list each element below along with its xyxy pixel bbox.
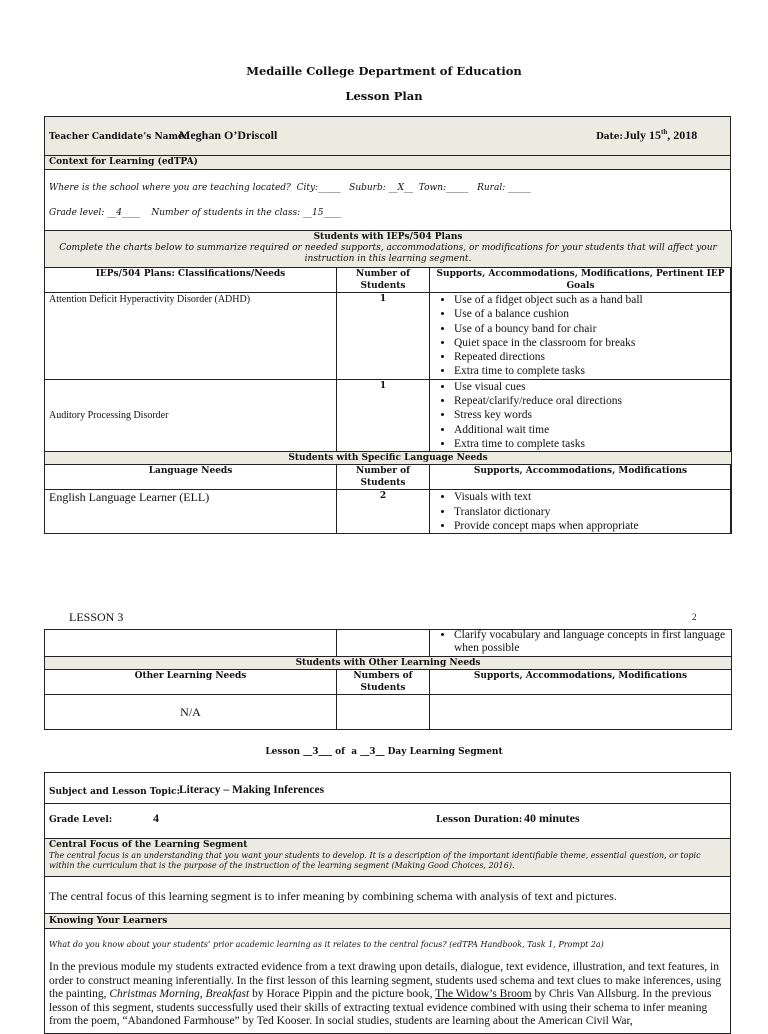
date-value: July 15th, 2018	[624, 128, 698, 142]
list-item: • Quiet space in the classroom for breaks	[454, 336, 727, 350]
empty-cell	[45, 630, 337, 657]
iep-supports	[430, 293, 732, 380]
grade-row	[45, 804, 730, 839]
other-needs-table	[44, 629, 732, 730]
list-item: • Visuals with text	[454, 490, 727, 504]
lang-supports	[430, 490, 732, 534]
table-row	[45, 490, 732, 534]
list-item: • Repeat/clarify/reduce oral directions	[454, 394, 727, 408]
lang-col1: Language Needs	[45, 465, 337, 490]
list-item: • Extra time to complete tasks	[454, 437, 727, 451]
knowing-title: Knowing Your Learners	[49, 916, 168, 926]
book-title: The Widow’s Broom	[435, 988, 532, 1000]
other-col2: Numbers of Students	[337, 670, 430, 695]
iep-section-title: Students with IEPs/504 Plans	[313, 232, 463, 242]
knowing-text: by Horace Pippin and the picture book,	[249, 988, 436, 1000]
iep-section-desc: Complete the charts below to summarize required or needed supports, accommodations, or modifications for your students that will affect your instruction in this learning segment.	[59, 243, 717, 264]
other-section-header	[45, 657, 732, 670]
iep-count: 1	[337, 379, 430, 451]
continued-supports	[430, 630, 732, 657]
subject-row	[45, 773, 730, 804]
iep-section-header	[45, 231, 732, 268]
table-row	[45, 630, 732, 657]
lang-need: English Language Learner (ELL)	[45, 490, 337, 534]
iep-need: Attention Deficit Hyperactivity Disorder (ADHD)	[45, 293, 337, 380]
teacher-row	[45, 117, 730, 156]
supports-list	[434, 629, 727, 655]
supports-list	[434, 490, 727, 533]
subject-value: Literacy – Making Inferences	[179, 784, 325, 796]
list-item: • Translator dictionary	[454, 505, 727, 519]
lang-col3: Supports, Accommodations, Modifications	[430, 465, 732, 490]
grade-label: Grade Level:	[49, 815, 113, 825]
document-title: Medaille College Department of Education	[246, 64, 522, 78]
knowing-paragraph	[49, 961, 726, 1029]
central-focus-desc: The central focus is an understanding that you want your students to develop. It is a description of the important identifiable theme, essential question, or topic within the curriculum that is the purpose of the instruction of the learning segment (Making Good Choices, 2016).	[49, 851, 701, 870]
list-item: • Extra time to complete tasks	[454, 364, 727, 378]
knowing-text: by Chris Van Allsburg. In the previous lesson of this segment, students successfully used their skills of extracting textual evidence combined with using their schema to infer meaning from the poem, “Abandoned Farmhouse” by Ted Kooser. In social studies, students are learning about the American Civil War,	[49, 988, 712, 1027]
lang-col2: Number of Students	[337, 465, 430, 490]
subject-label: Subject and Lesson Topic:	[49, 787, 180, 797]
iep-need: Auditory Processing Disorder	[45, 379, 337, 451]
iep-supports	[430, 379, 732, 451]
iep-table	[44, 230, 732, 534]
grade-value: 4	[153, 811, 159, 825]
empty-cell	[337, 630, 430, 657]
knowing-body	[45, 929, 730, 1029]
list-item: • Stress key words	[454, 408, 727, 422]
iep-col2: Number of Students	[337, 268, 430, 293]
supports-list	[434, 380, 727, 451]
iep-col3: Supports, Accommodations, Modifications, Pertinent IEP Goals	[430, 268, 732, 293]
knowing-header-row	[45, 914, 730, 929]
list-item: • Provide concept maps when appropriate	[454, 519, 727, 533]
document-subtitle: Lesson Plan	[345, 89, 423, 103]
other-column-headers	[45, 670, 732, 695]
lang-column-headers	[45, 465, 732, 490]
grade-line: Grade level: __4____ Number of students in the class: __15____	[49, 208, 342, 218]
empty-cell	[337, 695, 430, 730]
page-number: 2	[692, 612, 697, 622]
duration-label: Lesson Duration:	[436, 815, 523, 825]
duration-value: 40 minutes	[524, 811, 580, 825]
segment-line: Lesson __3___ of a __3__ Day Learning Segment	[265, 747, 503, 757]
list-item: • Use visual cues	[454, 380, 727, 394]
teacher-label: Teacher Candidate’s Name:	[49, 132, 188, 142]
lang-section-title: Students with Specific Language Needs	[45, 452, 732, 465]
page-header-left: LESSON 3	[69, 610, 124, 624]
table-row	[45, 379, 732, 451]
list-item: • Use of a fidget object such as a hand ball	[454, 293, 727, 307]
list-item: • Repeated directions	[454, 350, 727, 364]
table-row	[45, 293, 732, 380]
other-col3: Supports, Accommodations, Modifications	[430, 670, 732, 695]
other-section-title: Students with Other Learning Needs	[45, 657, 732, 670]
list-item: • Clarify vocabulary and language concepts in first language when possible	[454, 629, 727, 655]
teacher-name: Meghan O’Driscoll	[179, 128, 278, 142]
lesson-box	[44, 772, 731, 1034]
empty-cell	[430, 695, 732, 730]
list-item: • Additional wait time	[454, 423, 727, 437]
other-need: N/A	[45, 695, 337, 730]
iep-column-headers	[45, 268, 732, 293]
knowing-text: In the previous module my students extracted evidence from a text drawing upon details, dialogue, text evidence, illustration, and text features, in order to construct meaning inferentially. In the first lesson of this learning segment, students used schema and text clues to make inferences, using the painting,	[49, 961, 722, 1000]
date-label: Date:	[596, 132, 623, 142]
location-row	[45, 170, 730, 232]
knowing-question: What do you know about your students’ prior academic learning as it relates to the central focus? (edTPA Handbook, Task 1, Prompt 2a)	[49, 940, 604, 949]
table-row	[45, 695, 732, 730]
supports-list	[434, 293, 727, 379]
list-item: • Use of a balance cushion	[454, 307, 727, 321]
central-focus-title: Central Focus of the Learning Segment	[49, 840, 248, 850]
location-question: Where is the school where you are teaching located? City:_____ Suburb: __X__ Town:_____ Rural: _____	[49, 183, 531, 193]
list-item: • Use of a bouncy band for chair	[454, 322, 727, 336]
central-focus-text: The central focus of this learning segment is to infer meaning by combining schema with analysis of text and pictures.	[49, 889, 617, 903]
lang-count: 2	[337, 490, 430, 534]
context-header: Context for Learning (edTPA)	[49, 157, 198, 167]
painting-title: Christmas Morning, Breakfast	[109, 988, 250, 1000]
central-focus-row	[45, 877, 730, 914]
other-col1: Other Learning Needs	[45, 670, 337, 695]
central-focus-header	[45, 839, 730, 877]
context-header-row	[45, 156, 730, 170]
lang-section-header	[45, 452, 732, 465]
iep-count: 1	[337, 293, 430, 380]
iep-col1: IEPs/504 Plans: Classifications/Needs	[45, 268, 337, 293]
